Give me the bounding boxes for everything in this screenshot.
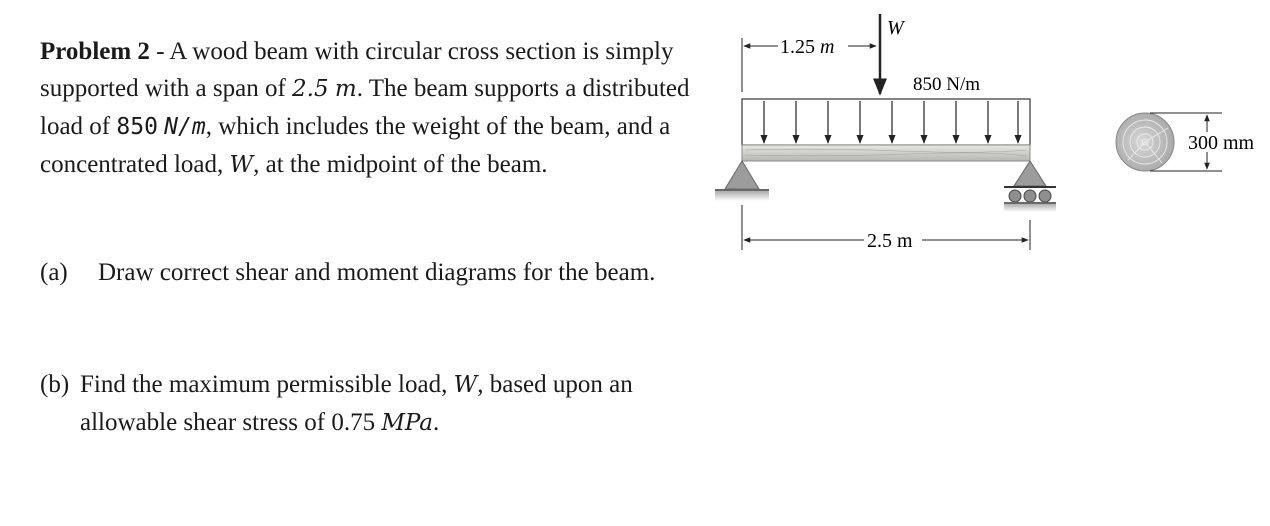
part-a-label: (a) <box>40 259 68 286</box>
part-b-label: (b) <box>40 371 70 398</box>
problem-intro-2: . The beam supports a distributed load of <box>40 75 690 140</box>
part-a-text: Draw correct shear and moment diagrams for the beam. <box>98 259 656 286</box>
stress-value: 0.75 <box>331 409 376 436</box>
load-symbol: W <box>229 152 254 178</box>
distributed-load-arrows <box>764 101 1018 143</box>
distributed-load-label: 850 N/m <box>913 74 981 95</box>
stress-unit: MPa <box>381 410 434 436</box>
concentrated-load-label: W <box>887 17 904 39</box>
part-b-text-1: Find the maximum permissible load, <box>80 371 454 398</box>
part-b-text-3: . <box>433 409 440 436</box>
left-ground <box>715 189 769 201</box>
midpoint-distance-label: 1.25 m <box>780 36 835 58</box>
span-value: 2.5 <box>292 76 329 102</box>
diameter-label: 300 mm <box>1188 132 1255 154</box>
problem-heading: Problem 2 <box>40 38 150 65</box>
right-roller-support <box>1014 161 1046 186</box>
load-value: 850 <box>116 114 158 140</box>
roller-wheels <box>1009 190 1051 202</box>
span-unit: m <box>334 76 357 102</box>
load-unit: N/m <box>164 114 206 140</box>
problem-intro-4: , at the midpoint of the beam. <box>253 151 548 178</box>
part-b-text-2: , based upon an allowable shear stress of <box>80 371 633 436</box>
span-label: 2.5 m <box>867 230 913 252</box>
part-b-symbol: W <box>453 372 478 398</box>
problem-intro-1: - A wood beam with circular cross section is simply supported with a span of <box>40 38 674 102</box>
left-pin-support <box>725 161 759 189</box>
log-cross-section <box>1116 113 1174 171</box>
distributed-load-box <box>742 99 1030 145</box>
problem-intro-3: , which includes the weight of the beam, and a concentrated load, <box>40 113 671 178</box>
